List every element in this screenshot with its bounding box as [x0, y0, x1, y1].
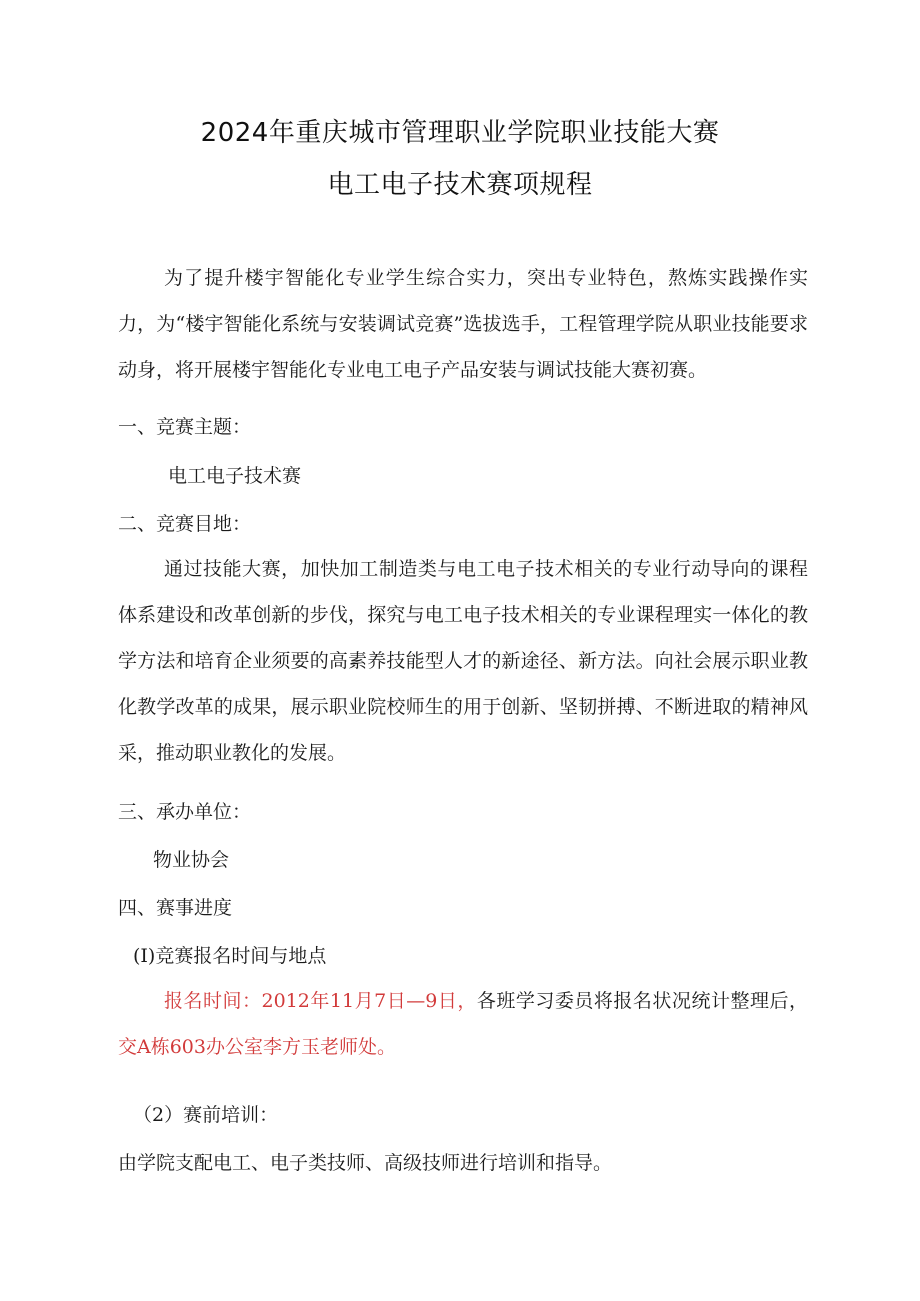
registration-time-text: 报名时间：2012年11月7日—9日，: [164, 990, 477, 1012]
intro-paragraph: 为了提升楼宇智能化专业学生综合实力，突出专业特色，熬炼实践操作实力，为“楼宇智能化系统与安装调试竞赛”选拔选手，工程管理学院从职业技能要求动身，将开展楼宇智能化专业电工电子产品安装与调试技能大赛初赛。: [118, 267, 808, 381]
subsection2-heading: （2）赛前培训：: [133, 1104, 279, 1126]
section1-content: 电工电子技术赛: [168, 465, 302, 487]
registration-paragraph: [118, 978, 808, 1070]
section4-heading: 四、赛事进度: [118, 897, 233, 919]
registration-instruction-text: 各班学习委员将报名状况统计整理后，: [476, 990, 808, 1012]
section2-heading: 二、竞赛目地：: [118, 513, 252, 535]
subsection2-content: 由学院支配电工、电子类技师、高级技师进行培训和指导。: [118, 1152, 613, 1174]
section2-content: 通过技能大赛，加快加工制造类与电工电子技术相关的专业行动导向的课程体系建设和改革创新的步伐，探究与电工电子技术相关的专业课程理实一体化的教学方法和培育企业须要的高素养技能型人才的新途径、新方法。向社会展示职业教化教学改革的成果，展示职业院校师生的用于创新、坚韧拼搏、不断进取的精神风采，推动职业教化的发展。: [118, 558, 808, 764]
document-title-line1: 2024年重庆城市管理职业学院职业技能大赛: [200, 118, 720, 148]
registration-location-text: 交A栋603办公室李方玉老师处。: [118, 1036, 396, 1058]
section3-heading: 三、承办单位：: [118, 801, 252, 823]
document-title-line2: 电工电子技术赛项规程: [327, 170, 593, 200]
section1-heading: 一、竞赛主题：: [118, 416, 252, 438]
section3-content: 物业协会: [153, 849, 230, 871]
subsection1-heading: (I)竞赛报名时间与地点: [133, 945, 327, 967]
